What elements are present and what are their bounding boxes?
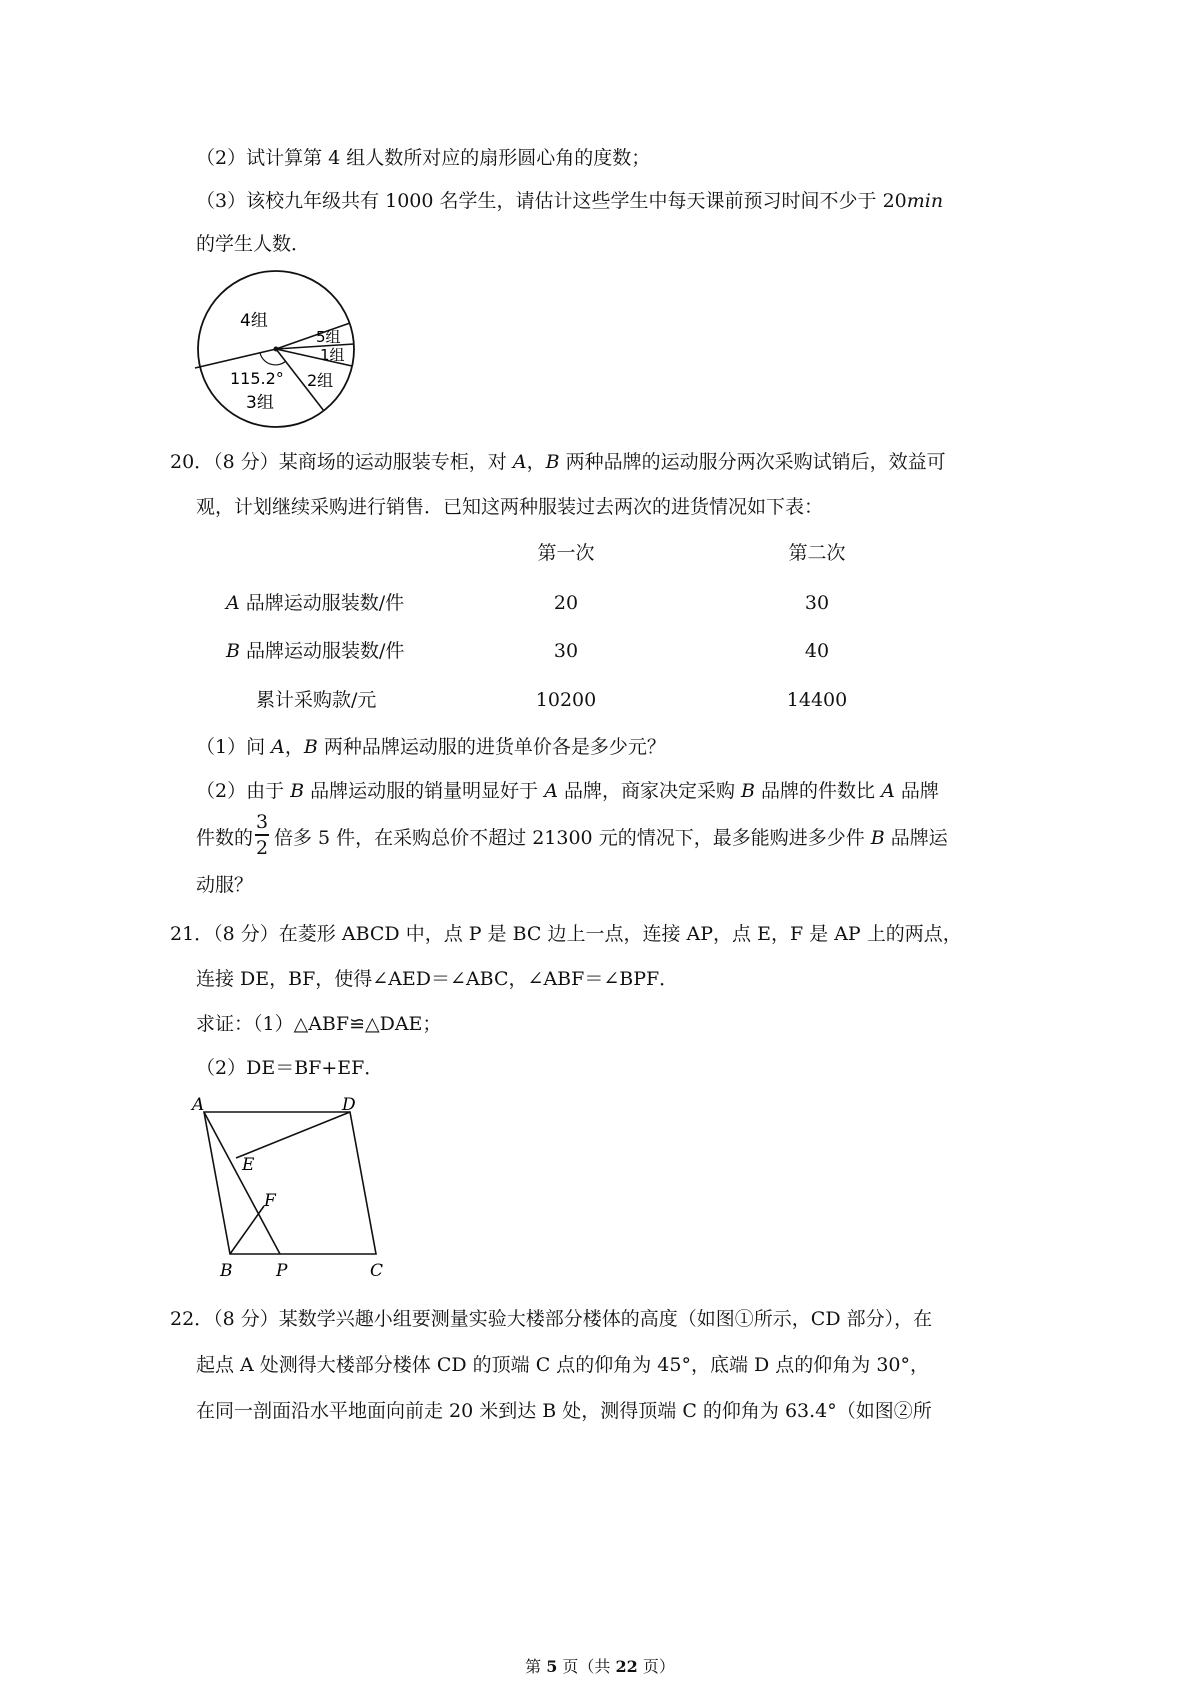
fraction-numerator: 3 [255,811,269,833]
angle-arc [260,353,286,365]
label-d: D [342,1095,356,1115]
table-cell: 20 [553,592,579,614]
table-cell: 40 [804,640,830,662]
page-footer: 第 5 页（共 22 页） [525,1657,675,1676]
pie-divider-g4-g3 [195,349,276,368]
label-b: B [220,1261,233,1281]
q21-line3: 求证：（1）△ABF≌△DAE； [196,1013,442,1035]
label-p: P [276,1261,288,1281]
segment-bf [230,1206,264,1254]
table-row-label-total: 累计采购款/元 [256,689,377,711]
q21-line1: 21．（8 分）在菱形 ABCD 中，点 P 是 BC 边上一点，连接 AP，点 E，F 是 AP 上的两点， [170,923,962,945]
label-e: E [242,1155,255,1175]
q20-line1: 20．（8 分）某商场的运动服装专柜，对 A，B 两种品牌的运动服分两次采购试销后，效益可 [170,451,946,473]
segment-ap [204,1112,280,1254]
pie-angle-label: 115.2° [230,369,284,388]
q20-part2-line1: （2）由于 B 品牌运动服的销量明显好于 A 品牌，商家决定采购 B 品牌的件数比 A 品牌 [196,780,939,802]
q20-part2-line2-start: 件数的 [196,827,254,849]
pie-label-g3: 3组 [246,393,274,413]
q22-line2: 起点 A 处测得大楼部分楼体 CD 的顶端 C 点的仰角为 45°，底端 D 点的仰角为 30°， [196,1354,930,1376]
q19-part2: （2）试计算第 4 组人数所对应的扇形圆心角的度数； [196,147,651,169]
q21-line2: 连接 DE，BF，使得∠AED＝∠ABC，∠ABF＝∠BPF． [196,968,679,990]
fraction-bar [255,834,269,836]
label-f: F [264,1191,276,1211]
q19-part3-line1: （3）该校九年级共有 1000 名学生，请估计这些学生中每天课前预习时间不少于 20min [196,190,944,212]
table-row-label-b: B 品牌运动服装数/件 [226,640,405,662]
table-cell: 30 [804,592,830,614]
q21-line4: （2）DE＝BF+EF． [196,1057,384,1079]
pie-label-g5: 5组 [316,328,341,346]
table-header-first: 第一次 [537,542,595,564]
table-cell: 30 [553,640,579,662]
segment-de [236,1112,350,1158]
pie-label-g2: 2组 [307,371,334,390]
q19-part3-line2: 的学生人数． [196,233,311,255]
pie-label-g1: 1组 [320,346,345,364]
table-row-label-a: A 品牌运动服装数/件 [226,592,405,614]
label-c: C [370,1261,384,1281]
q20-part1: （1）问 A，B 两种品牌运动服的进货单价各是多少元？ [196,736,666,758]
table-cell: 10200 [535,689,597,711]
table-header-second: 第二次 [788,542,846,564]
table-cell: 14400 [786,689,848,711]
q20-line2: 观，计划继续采购进行销售．已知这两种服装过去两次的进货情况如下表： [196,496,824,518]
q20-part2-line2-rest: 倍多 5 件，在采购总价不超过 21300 元的情况下，最多能购进多少件 B 品牌运 [274,827,948,849]
rhombus-outline [204,1112,376,1254]
pie-center [274,347,279,352]
q22-line1: 22．（8 分）某数学兴趣小组要测量实验大楼部分楼体的高度（如图①所示，CD 部分），在 [170,1308,933,1330]
fraction-denominator: 2 [255,837,269,859]
q22-line3: 在同一剖面沿水平地面向前走 20 米到达 B 处，测得顶端 C 的仰角为 63.4°（如图②所 [196,1400,932,1422]
pie-label-g4: 4组 [240,311,268,331]
pie-chart-figure [190,268,370,428]
rhombus-figure [186,1094,396,1284]
label-a: A [192,1095,205,1115]
q20-part2-line3: 动服？ [196,874,254,896]
